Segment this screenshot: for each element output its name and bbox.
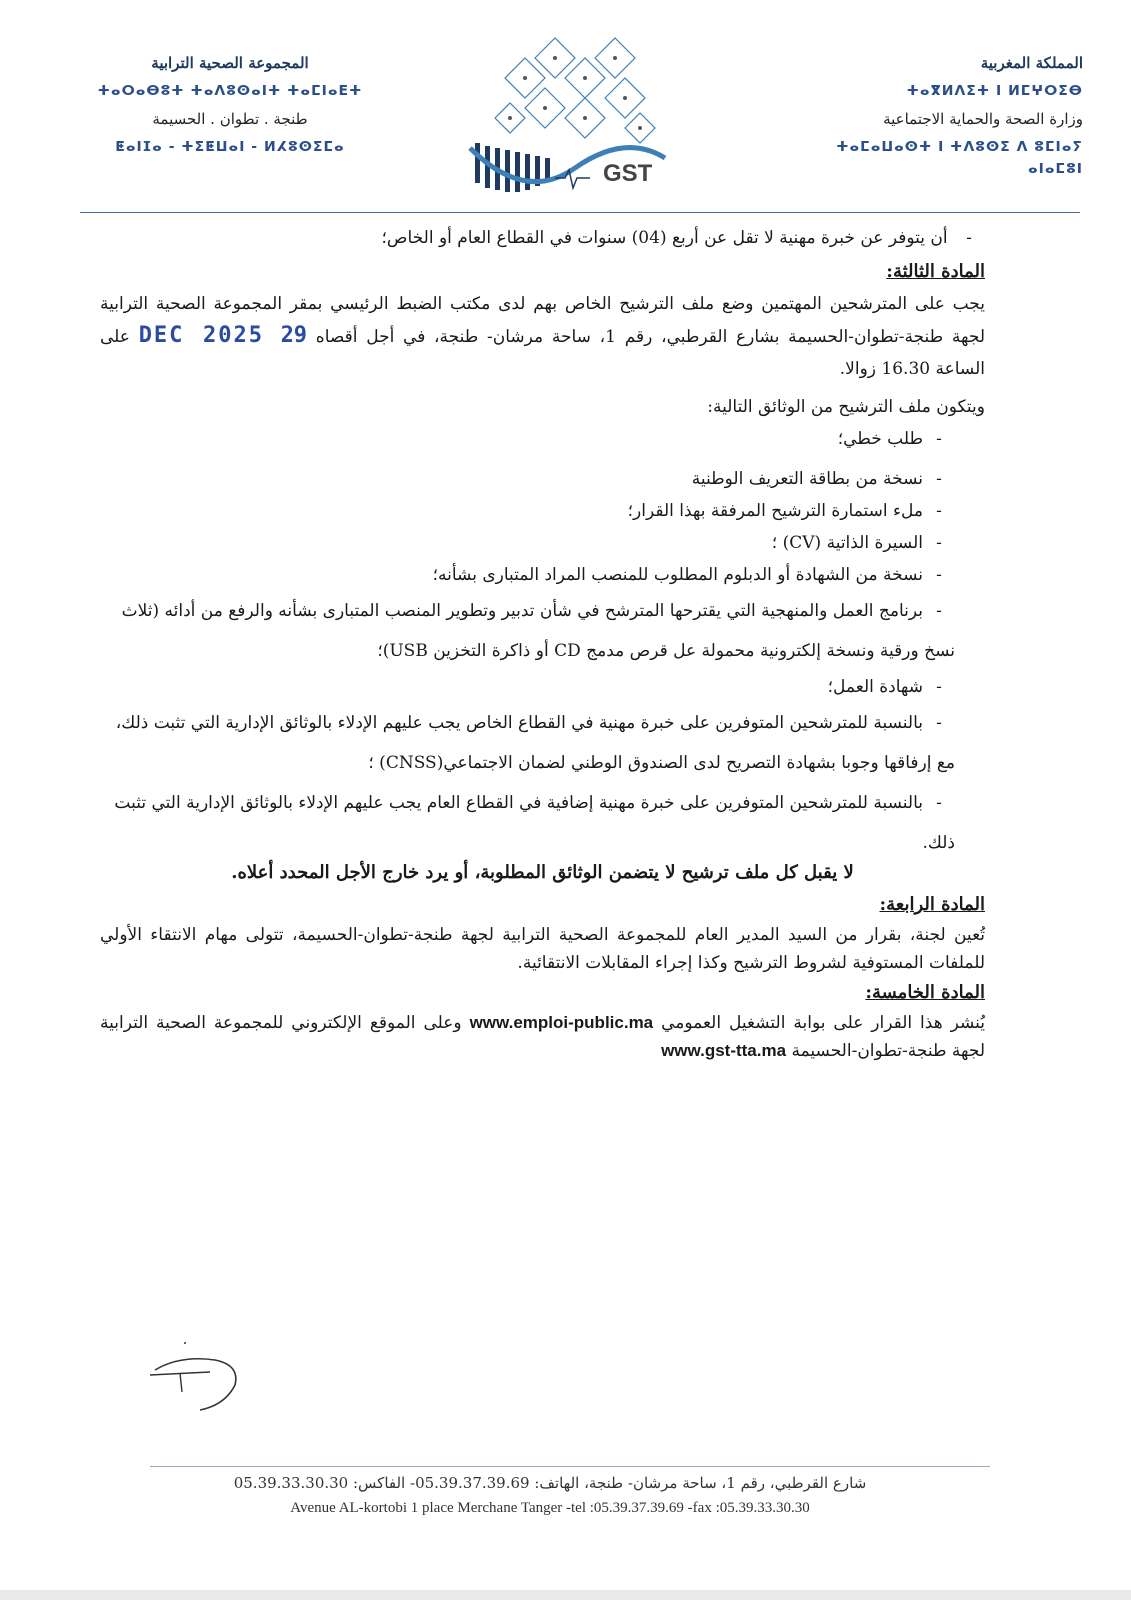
- header-divider: [80, 212, 1080, 213]
- article-3-text-a: يجب على المترشحين المهتمين وضع ملف الترشيح الخاص بهم لدى مكتب الضبط الرئيسي بمقر المجموعة الصحية الترابية لجهة طنجة-تطوان-الحسيمة بشارع القرطبي، رقم 1، ساحة مرشان- طنجة، في أجل أقصاه: [100, 294, 986, 347]
- list-item: [100, 591, 955, 671]
- bullet-dash: -: [936, 713, 942, 733]
- group-title: المجموعة الصحية الترابية: [151, 54, 309, 72]
- region-title-tifinagh: ⵟⴰⵏⵊⴰ - ⵜⵉⵟⵡⴰⵏ - ⵍⵃⵓⵙⵉⵎⴰ: [115, 139, 345, 155]
- list-item: [100, 671, 955, 703]
- footer-address-arabic: شارع القرطبي، رقم 1، ساحة مرشان- طنجة، الهاتف: 05.39.37.39.69- الفاكس: 05.39.33.30.30: [233, 1474, 867, 1492]
- article-5-title: المادة الخامسة:: [865, 982, 985, 1003]
- list-item: [100, 463, 955, 495]
- gst-website-link[interactable]: www.gst-tta.ma: [661, 1041, 787, 1060]
- article-3-text-b: على الساعة 16.30 زوالا.: [100, 327, 985, 379]
- bullet-dash: -: [936, 677, 942, 697]
- list-item: [100, 495, 955, 527]
- bullet-dash: -: [966, 228, 972, 248]
- list-item-text: نسخة من بطاقة التعريف الوطنية: [691, 469, 923, 489]
- list-item-text: بالنسبة للمترشحين المتوفرين على خبرة مهنية في القطاع الخاص يجب عليهم الإدلاء بالوثائق الإدارية التي تثبت ذلك، مع إرفاقها وجوبا بشهادة التصريح لدى الصندوق الوطني لضمان الاجتماعي(CNSS) ؛: [115, 713, 955, 773]
- intro-bullet-text: أن يتوفر عن خبرة مهنية لا تقل عن أربع (04) سنوات في القطاع العام أو الخاص؛: [381, 228, 948, 248]
- article-5-text-b: وعلى الموقع الإلكتروني للمجموعة الصحية الترابية لجهة طنجة-تطوان-الحسيمة: [100, 1013, 985, 1061]
- bullet-dash: -: [936, 429, 942, 449]
- header-group-block: [80, 52, 380, 164]
- bullet-dash: -: [936, 501, 942, 521]
- documents-list: [100, 423, 955, 863]
- signature-graphic: [140, 1340, 250, 1420]
- list-item-text: ملء استمارة الترشيح المرفقة بهذا القرار؛: [627, 501, 923, 521]
- list-item-text: شهادة العمل؛: [827, 677, 923, 697]
- kingdom-title-tifinagh: ⵜⴰⴳⵍⴷⵉⵜ ⵏ ⵍⵎⵖⵔⵉⴱ: [906, 83, 1083, 99]
- emploi-public-link[interactable]: www.emploi-public.ma: [469, 1013, 654, 1032]
- header-ministry-block: [783, 52, 1083, 186]
- bullet-dash: -: [936, 601, 942, 621]
- list-item-text: نسخة من الشهادة أو الدبلوم المطلوب للمنصب المراد المتبارى بشأنه؛: [432, 565, 923, 585]
- list-item: [100, 703, 955, 783]
- footer-address-french: Avenue AL-kortobi 1 place Merchane Tanger -tel :05.39.37.39.69 -fax :05.39.33.30.30: [290, 1500, 810, 1516]
- bullet-dash: -: [936, 469, 942, 489]
- scan-bottom-edge: [0, 1590, 1131, 1600]
- docs-intro: ويتكون ملف الترشيح من الوثائق التالية:: [707, 397, 985, 417]
- gst-logo-text: GST: [603, 160, 653, 187]
- deadline-stamp: 29 DEC 2025: [138, 323, 308, 348]
- list-item: [100, 783, 955, 863]
- article-5-text: [100, 1009, 985, 1065]
- bullet-dash: -: [936, 565, 942, 585]
- ministry-title-tifinagh: ⵜⴰⵎⴰⵡⴰⵙⵜ ⵏ ⵜⴷⵓⵙⵉ ⴷ ⵓⵎⵏⴰⵢ ⴰⵏⴰⵎⵓⵏ: [836, 139, 1083, 177]
- article-4-text: تُعين لجنة، بقرار من السيد المدير العام للمجموعة الصحية الترابية لجهة طنجة-تطوان-الحسيمة، تتولى مهام الانتقاء الأولي للملفات المستوفية لشروط الترشيح وكذا إجراء المقابلات الانتقائية.: [100, 925, 985, 973]
- article-5-text-a: يُنشر هذا القرار على بوابة التشغيل العمومي: [661, 1013, 986, 1033]
- list-item-text: بالنسبة للمترشحين المتوفرين على خبرة مهنية إضافية في القطاع العام يجب عليهم الإدلاء بالوثائق الإدارية التي تثبت ذلك.: [114, 793, 955, 853]
- handwritten-signature: [140, 1340, 250, 1420]
- bullet-dash: -: [936, 793, 942, 813]
- gst-logo: [465, 28, 670, 203]
- document-body: [100, 222, 985, 1065]
- bullet-dash: -: [936, 533, 942, 553]
- list-item-text: طلب خطي؛: [837, 429, 923, 449]
- list-item: [100, 527, 955, 559]
- warning-notice: لا يقبل كل ملف ترشيح لا يتضمن الوثائق المطلوبة، أو يرد خارج الأجل المحدد أعلاه.: [231, 862, 854, 883]
- region-title: طنجة . تطوان . الحسيمة: [152, 110, 308, 128]
- footer-divider: [150, 1466, 990, 1467]
- article-3-title: المادة الثالثة:: [886, 261, 985, 282]
- intro-bullet: [100, 222, 985, 254]
- article-3-text: [100, 288, 985, 385]
- list-item: [100, 423, 955, 455]
- group-title-tifinagh: ⵜⴰⵔⴰⴱⵓⵜ ⵜⴰⴷⵓⵙⴰⵏⵜ ⵜⴰⵎⵏⴰⴹⵜ: [97, 83, 363, 99]
- article-4-title: المادة الرابعة:: [879, 894, 985, 915]
- list-item: [100, 559, 955, 591]
- list-item-text: برنامج العمل والمنهجية التي يقترحها المترشح في شأن تدبير وتطوير المنصب المتبارى بشأنه والرفع من أدائه (ثلاث نسخ ورقية ونسخة إلكترونية محمولة عل قرص مدمج CD أو ذاكرة التخزين USB)؛: [121, 601, 955, 661]
- list-item-text: السيرة الذاتية (CV) ؛: [771, 533, 923, 553]
- kingdom-title: المملكة المغربية: [980, 54, 1083, 72]
- ministry-title: وزارة الصحة والحماية الاجتماعية: [883, 110, 1083, 128]
